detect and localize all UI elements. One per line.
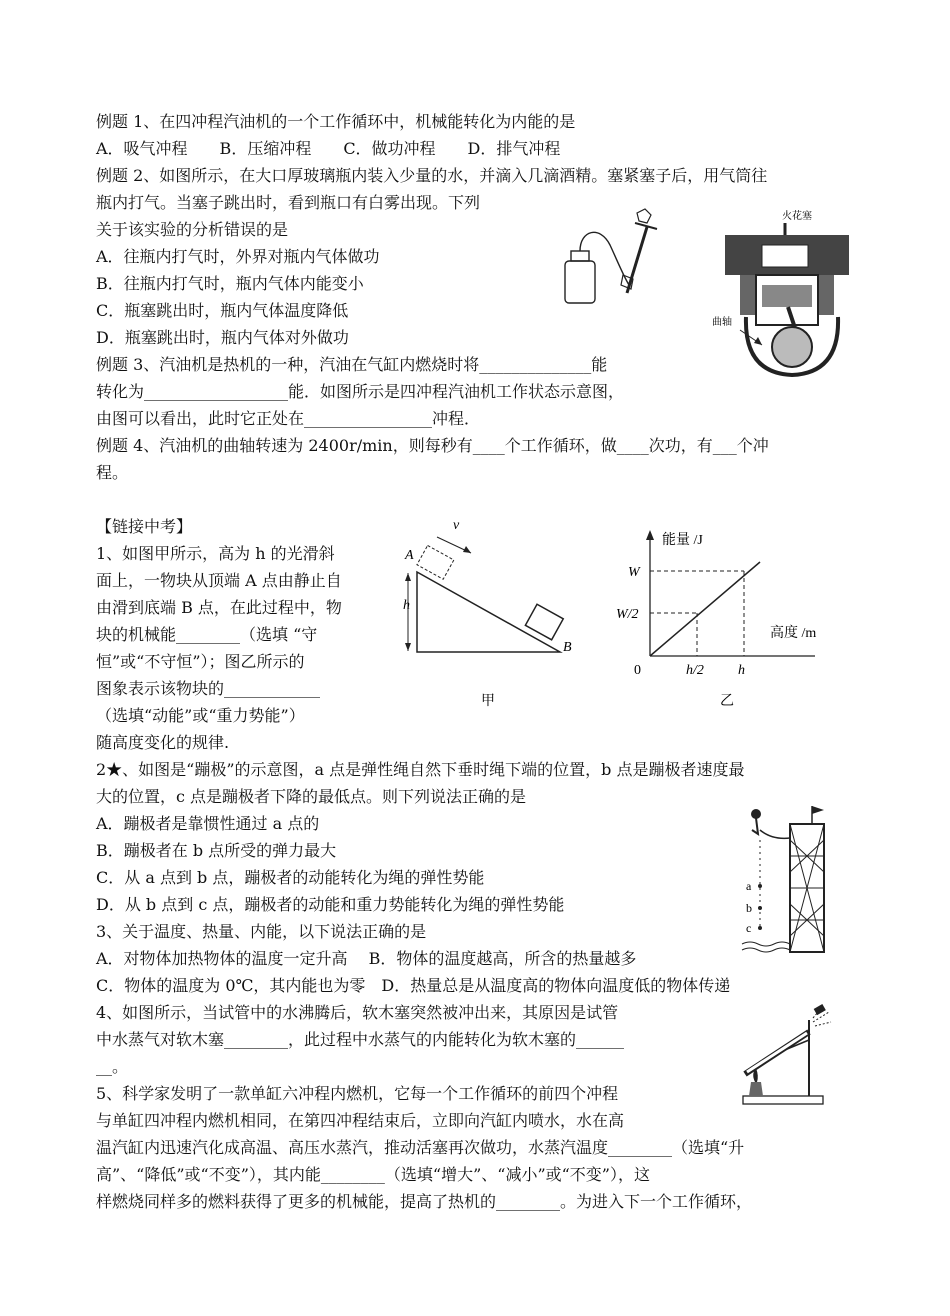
ex2-question-line1: 例题 2、如图所示，在大口厚玻璃瓶内装入少量的水，并滴入几滴酒精。塞紧塞子后，用气筒往 bbox=[96, 166, 768, 185]
q5-line5: 样燃烧同样多的燃料获得了更多的机械能，提高了热机的________。为进入下一个工作循环， bbox=[96, 1192, 753, 1211]
spark-plug-label: 火花塞 bbox=[782, 211, 812, 222]
ex2-option-d: D．瓶塞跳出时，瓶内气体对外做功 bbox=[96, 328, 349, 347]
q4-line2: 中水蒸气对软木塞________，此过程中水蒸气的内能转化为软木塞的______ bbox=[96, 1030, 625, 1049]
q2-option-d: D．从 b 点到 c 点，蹦极者的动能和重力势能转化为绳的弹性势能 bbox=[96, 895, 565, 914]
bottle-pump-figure bbox=[555, 205, 665, 310]
q1-line8: 随高度变化的规律. bbox=[96, 733, 230, 752]
q5-line3: 温汽缸内迅速汽化成高温、高压水蒸汽，推动活塞再次做功，水蒸汽温度________（选填“升 bbox=[96, 1138, 745, 1157]
y-axis-label: 能量 /J bbox=[662, 533, 703, 548]
q2-line1: 2★、如图是“蹦极”的示意图，a 点是弹性绳自然下垂时绳下端的位置，b 点是蹦极者速度最 bbox=[96, 760, 745, 779]
q5-line1: 5、科学家发明了一款单缸六冲程内燃机，它每一个工作循环的前四个冲程 bbox=[96, 1084, 619, 1103]
point-b-label: B bbox=[563, 640, 572, 655]
q4-line1: 4、如图所示，当试管中的水沸腾后，软木塞突然被冲出来，其原因是试管 bbox=[96, 1003, 619, 1022]
q1-line7: （选填“动能”或“重力势能”） bbox=[96, 706, 305, 725]
q1-line1: 1、如图甲所示，高为 h 的光滑斜 bbox=[96, 544, 335, 563]
tick-w-half: W/2 bbox=[616, 607, 639, 622]
section-title: 【链接中考】 bbox=[96, 517, 193, 536]
ex2-question-line2: 瓶内打气。当塞子跳出时，看到瓶口有白雾出现。下列 bbox=[96, 193, 481, 212]
q5-line2: 与单缸四冲程内燃机相同，在第四冲程结束后，立即向汽缸内喷水，水在高 bbox=[96, 1111, 625, 1130]
point-a-label: A bbox=[405, 548, 414, 563]
q3-line2: A．对物体加热物体的温度一定升高 B．物体的温度越高，所含的热量越多 bbox=[96, 949, 637, 968]
ex1-options: A．吸气冲程 B．压缩冲程 C．做功冲程 D．排气冲程 bbox=[96, 139, 561, 158]
q4-line3: __。 bbox=[96, 1057, 129, 1076]
ex2-option-b: B．往瓶内打气时，瓶内气体内能变小 bbox=[96, 274, 364, 293]
crankshaft-label: 曲轴 bbox=[712, 317, 732, 328]
point-b: b bbox=[746, 901, 752, 915]
height-label: h bbox=[403, 598, 410, 613]
figure-yi-caption: 乙 bbox=[720, 694, 734, 709]
tick-h-half: h/2 bbox=[686, 663, 704, 678]
tick-w: W bbox=[628, 565, 640, 580]
q1-line6: 图象表示该物块的____________ bbox=[96, 679, 321, 698]
ex4-line1: 例题 4、汽油机的曲轴转速为 2400r/min，则每秒有____个工作循环，做____次功，有___个冲 bbox=[96, 436, 769, 455]
x-axis-label: 高度 /m bbox=[770, 626, 817, 641]
ex3-line3: 由图可以看出，此时它正处在________________冲程． bbox=[96, 409, 481, 428]
q3-line3: C．物体的温度为 0℃，其内能也为零 D．热量总是从温度高的物体向温度低的物体传递 bbox=[96, 976, 731, 995]
incline-figure bbox=[395, 515, 595, 715]
bungee-figure bbox=[740, 800, 830, 960]
q3-line1: 3、关于温度、热量、内能，以下说法正确的是 bbox=[96, 922, 427, 941]
q1-line4: 块的机械能________（选填 “守 bbox=[96, 625, 318, 644]
ex2-option-a: A．往瓶内打气时，外界对瓶内气体做功 bbox=[96, 247, 380, 266]
q2-option-c: C．从 a 点到 b 点，蹦极者的动能转化为绳的弹性势能 bbox=[96, 868, 485, 887]
ex3-line2: 转化为__________________能．如图所示是四冲程汽油机工作状态示意图， bbox=[96, 382, 625, 401]
point-a: a bbox=[746, 879, 752, 893]
ex2-option-c: C．瓶塞跳出时，瓶内气体温度降低 bbox=[96, 301, 349, 320]
velocity-label: v bbox=[453, 518, 460, 533]
point-c: c bbox=[746, 921, 752, 935]
ex2-question-line3: 关于该实验的分析错误的是 bbox=[96, 220, 289, 239]
origin-label: 0 bbox=[634, 663, 641, 678]
ex1-question: 例题 1、在四冲程汽油机的一个工作循环中，机械能转化为内能的是 bbox=[96, 112, 576, 131]
engine-figure bbox=[700, 205, 860, 380]
q2-line2: 大的位置，c 点是蹦极者下降的最低点。则下列说法正确的是 bbox=[96, 787, 527, 806]
q5-line4: 高”、“降低”或“不变”），其内能________（选填“增大”、“减小”或“不变”），这 bbox=[96, 1165, 650, 1184]
figure-jia-caption: 甲 bbox=[481, 694, 495, 709]
tick-h: h bbox=[738, 663, 745, 678]
test-tube-figure bbox=[725, 1000, 835, 1110]
q1-line2: 面上，一物块从顶端 A 点由静止自 bbox=[96, 571, 342, 590]
q2-option-b: B．蹦极者在 b 点所受的弹力最大 bbox=[96, 841, 337, 860]
energy-height-graph bbox=[616, 522, 835, 712]
ex3-line1: 例题 3、汽油机是热机的一种，汽油在气缸内燃烧时将______________能 bbox=[96, 355, 608, 374]
q2-option-a: A．蹦极者是靠惯性通过 a 点的 bbox=[96, 814, 320, 833]
q1-line3: 由滑到底端 B 点，在此过程中，物 bbox=[96, 598, 342, 617]
ex4-line2: 程。 bbox=[96, 463, 129, 482]
q1-line5: 恒”或“不守恒”）；图乙所示的 bbox=[96, 652, 305, 671]
